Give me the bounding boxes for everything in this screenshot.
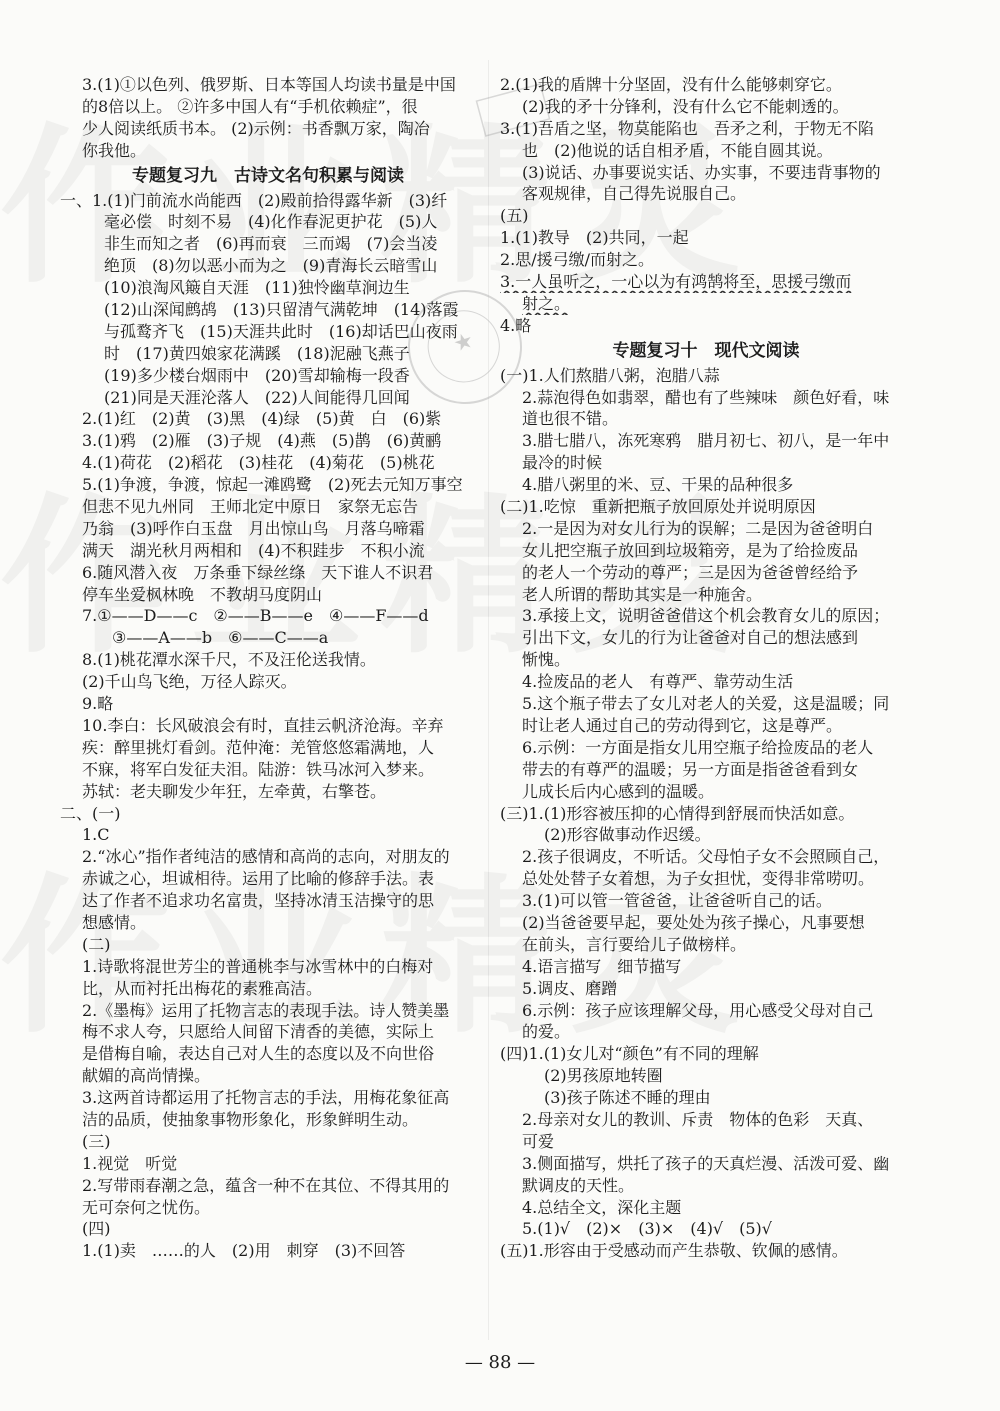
answer-line: (12)山深闻鹧鸪 (13)只留清气满乾坤 (14)落霞 bbox=[104, 300, 459, 320]
answer-line: (二)1.吃惊 重新把瓶子放回原处并说明原因 bbox=[500, 497, 816, 517]
answer-line: 非生而知之者 (6)再而衰 三而竭 (7)会当凌 bbox=[104, 234, 438, 254]
answer-line: 与孤鹜齐飞 (15)天涯共此时 (16)却话巴山夜雨 bbox=[104, 321, 458, 341]
answer-line: (3)孩子陈述不睡的理由 bbox=[544, 1088, 711, 1108]
answer-line: 2.思/援弓缴/而射之。 bbox=[500, 250, 655, 270]
section-heading: 专题复习十 现代文阅读 bbox=[612, 340, 800, 361]
answer-line: 3.侧面描写，烘托了孩子的天真烂漫、活泼可爱、幽 bbox=[522, 1153, 890, 1173]
answer-line: 8.(1)桃花潭水深千尺，不及汪伦送我情。 bbox=[82, 650, 376, 670]
answer-line: 1.(1)教导 (2)共同，一起 bbox=[500, 228, 689, 248]
answer-line: ③——A——b ⑥——C——a bbox=[112, 628, 329, 648]
answer-line: 2.蒜泡得色如翡翠，醋也有了些辣味 颜色好看，味 bbox=[522, 387, 890, 407]
answer-line: 比，从而衬托出梅花的素雅高洁。 bbox=[82, 978, 323, 998]
answer-line: 洁的品质，使抽象事物形象化，形象鲜明生动。 bbox=[82, 1109, 419, 1129]
answer-line: 5.(1)√ (2)× (3)× (4)√ (5)√ bbox=[522, 1219, 772, 1239]
answer-line: 1.(1)卖 ……的人 (2)用 刺穿 (3)不回答 bbox=[82, 1241, 406, 1261]
answer-line: 儿成长后内心感到的温暖。 bbox=[522, 781, 715, 801]
answer-line: 2.一是因为对女儿行为的误解；二是因为爸爸明白 bbox=[522, 518, 874, 538]
answer-line: 5.调皮、磨蹭 bbox=[522, 978, 618, 998]
answer-line: 想感情。 bbox=[82, 912, 147, 932]
answer-line: 4.略 bbox=[500, 315, 532, 335]
answer-line: 2.(1)红 (2)黄 (3)黑 (4)绿 (5)黄 白 (6)紫 bbox=[82, 409, 442, 429]
answer-line: (五) bbox=[500, 206, 529, 226]
answer-line: 也 (2)他说的话自相矛盾，不能自圆其说。 bbox=[522, 140, 833, 160]
answer-line: 绝顶 (8)勿以恶小而为之 (9)青海长云暗雪山 bbox=[104, 256, 438, 276]
answer-line: (2)我的矛十分锋利，没有什么它不能刺透的。 bbox=[522, 96, 849, 116]
answer-line: (二) bbox=[82, 934, 111, 954]
answer-line: 无可奈何之忧伤。 bbox=[82, 1197, 211, 1217]
page-number: — 88 — bbox=[464, 1352, 536, 1373]
answer-line: 老人所谓的帮助其实是一种施舍。 bbox=[522, 584, 763, 604]
answer-line: 3.这两首诗都运用了托物言志的手法，用梅花象征高 bbox=[82, 1088, 450, 1108]
answer-line: 时 (17)黄四娘家花满蹊 (18)泥融飞燕子 bbox=[104, 343, 410, 363]
answer-line: 默调皮的天性。 bbox=[522, 1175, 635, 1195]
answer-line: (2)当爸爸要早起，要处处为孩子操心，凡事要想 bbox=[522, 912, 865, 932]
answer-line: 9.略 bbox=[82, 694, 114, 714]
answer-line: 6.随风潜入夜 万条垂下绿丝绦 天下谁人不识君 bbox=[82, 562, 434, 582]
answer-line: 引出下文，女儿的行为让爸爸对自己的想法感到 bbox=[522, 628, 859, 648]
answer-line: 总处处替子女着想，为子女担忧，变得非常唠叨。 bbox=[522, 869, 875, 889]
answer-line: (2)形容做事动作迟缓。 bbox=[544, 825, 711, 845]
answer-line: 射之。 bbox=[522, 293, 571, 313]
answer-line: 梅不求人夸，只愿给人间留下清香的美德，实际上 bbox=[82, 1022, 435, 1042]
answer-line: 3.承接上文，说明爸爸借这个机会教育女儿的原因； bbox=[522, 606, 890, 626]
answer-line: 3.腊七腊八，冻死寒鸦 腊月初七、初八，是一年中 bbox=[522, 431, 890, 451]
answer-line: 2.《墨梅》运用了托物言志的表现手法。诗人赞美墨 bbox=[82, 1000, 450, 1020]
answer-line: (3)说话、办事要说实话、办实事，不要违背事物的 bbox=[522, 162, 881, 182]
answer-line: 苏轼：老夫聊发少年狂，左牵黄，右擎苍。 bbox=[82, 781, 387, 801]
answer-line: 3.(1)吾盾之坚，物莫能陷也 吾矛之利，于物无不陷 bbox=[500, 118, 874, 138]
answer-line: (19)多少楼台烟雨中 (20)雪却输梅一段香 bbox=[104, 365, 410, 385]
answer-line: 的爱。 bbox=[522, 1022, 571, 1042]
answer-line: (2)千山鸟飞绝，万径人踪灭。 bbox=[82, 672, 297, 692]
answer-line: 二、(一) bbox=[60, 803, 121, 823]
answer-line: (四)1.(1)女儿对“颜色”有不同的理解 bbox=[500, 1044, 759, 1064]
answer-line: 疾：醉里挑灯看剑。范仲淹：羌管悠悠霜满地，人 bbox=[82, 737, 435, 757]
answer-line: 1.视觉 听觉 bbox=[82, 1153, 178, 1173]
answer-line: 一、1.(1)门前流水尚能西 (2)殿前拾得露华新 (3)纤 bbox=[60, 190, 448, 210]
answer-line: 4.捡废品的老人 有尊严、靠劳动生活 bbox=[522, 672, 794, 692]
answer-line: 但悲不见九州同 王师北定中原日 家祭无忘告 bbox=[82, 497, 419, 517]
answer-line: 在前头，言行要给儿子做榜样。 bbox=[522, 934, 747, 954]
answer-line: 6.示例：一方面是指女儿用空瓶子给捡废品的老人 bbox=[522, 737, 874, 757]
answer-line: (三)1.(1)形容被压抑的心情得到舒展而快活如意。 bbox=[500, 803, 855, 823]
answer-line: 少人阅读纸质书本。 (2)示例：书香飘万家，陶冶 bbox=[82, 118, 430, 138]
answer-line: (2)男孩原地转圈 bbox=[544, 1066, 663, 1086]
answer-line: (一)1.人们熬腊八粥，泡腊八蒜 bbox=[500, 365, 720, 385]
answer-line: 可爱 bbox=[522, 1131, 555, 1151]
answer-line: 7.①——D——c ②——B——e ④——F——d bbox=[82, 606, 429, 626]
right-answer-column bbox=[500, 74, 912, 1262]
answer-line: 惭愧。 bbox=[522, 650, 571, 670]
answer-line: 是借梅自喻，表达自己对人生的态度以及不向世俗 bbox=[82, 1044, 435, 1064]
answer-line: 时让老人通过自己的劳动得到它，这是尊严。 bbox=[522, 715, 843, 735]
answer-line: 女儿把空瓶子放回到垃圾箱旁，是为了给捡废品 bbox=[522, 540, 859, 560]
answer-line: 献媚的高尚情操。 bbox=[82, 1066, 211, 1086]
answer-line: 赤诚之心，坦诚相待。运用了比喻的修辞手法。表 bbox=[82, 869, 435, 889]
page-fold-line bbox=[488, 60, 489, 1340]
answer-line: (21)同是天涯沦落人 (22)人间能得几回闻 bbox=[104, 387, 410, 407]
answer-line: 不寐，将军白发征夫泪。陆游：铁马冰河入梦来。 bbox=[82, 759, 435, 779]
answer-line: 2.“冰心”指作者纯洁的感情和高尚的志向，对朋友的 bbox=[82, 847, 450, 867]
answer-line: 3.一人虽听之，一心以为有鸿鹄将至，思援弓缴而 bbox=[500, 272, 852, 292]
answer-line: 3.(1)鸦 (2)雁 (3)子规 (4)燕 (5)鹊 (6)黄鹂 bbox=[82, 431, 442, 451]
answer-line: 的老人一个劳动的尊严；三是因为爸爸曾经给予 bbox=[522, 562, 859, 582]
answer-line: 4.(1)荷花 (2)稻花 (3)桂花 (4)菊花 (5)桃花 bbox=[82, 453, 435, 473]
answer-line: 停车坐爱枫林晚 不教胡马度阴山 bbox=[82, 584, 323, 604]
answer-line: 带去的有尊严的温暖；另一方面是指爸爸看到女 bbox=[522, 759, 859, 779]
answer-line: 4.腊八粥里的米、豆、干果的品种很多 bbox=[522, 475, 794, 495]
answer-line: 5.(1)争渡，争渡，惊起一滩鸥鹭 (2)死去元知万事空 bbox=[82, 475, 463, 495]
answer-line: 4.语言描写 细节描写 bbox=[522, 956, 682, 976]
section-heading: 专题复习九 古诗文名句积累与阅读 bbox=[132, 165, 404, 186]
answer-line: (五)1.形容由于受感动而产生恭敬、钦佩的感情。 bbox=[500, 1241, 848, 1261]
answer-line: 2.写带雨春潮之急，蕴含一种不在其位、不得其用的 bbox=[82, 1175, 450, 1195]
answer-line: 3.(1)①以色列、俄罗斯、日本等国人均读书量是中国 bbox=[82, 75, 456, 94]
answer-line: 6.示例：孩子应该理解父母，用心感受父母对自己 bbox=[522, 1000, 874, 1020]
answer-line: (10)浪淘风簸自天涯 (11)独怜幽草涧边生 bbox=[104, 278, 410, 298]
left-answer-column bbox=[60, 74, 476, 1262]
answer-line: 满天 湖光秋月两相和 (4)不积跬步 不积小流 bbox=[82, 540, 425, 560]
answer-line: 2.孩子很调皮，不听话。父母怕子女不会照顾自己， bbox=[522, 847, 890, 867]
answer-line: 达了作者不追求功名富贵，坚持冰清玉洁操守的思 bbox=[82, 891, 435, 911]
answer-line: 1.C bbox=[82, 825, 110, 845]
answer-line: 的8倍以上。 ②许多中国人有“手机依赖症”，很 bbox=[82, 96, 418, 116]
seal-stamp: ★ bbox=[393, 275, 537, 419]
answer-line: 2.(1)我的盾牌十分坚固，没有什么能够刺穿它。 bbox=[500, 75, 842, 94]
answer-line: 4.总结全文，深化主题 bbox=[522, 1197, 682, 1217]
answer-line: 你我他。 bbox=[82, 140, 147, 160]
answer-line: 3.(1)可以管一管爸爸，让爸爸听自己的话。 bbox=[522, 891, 832, 911]
answer-line: 毫必偿 时刻不易 (4)化作春泥更护花 (5)人 bbox=[104, 212, 438, 232]
answer-line: 道也很不错。 bbox=[522, 409, 619, 429]
answer-line: 5.这个瓶子带去了女儿对老人的关爱，这是温暖；同 bbox=[522, 694, 890, 714]
answer-line: 10.李白：长风破浪会有时，直挂云帆济沧海。辛弃 bbox=[82, 715, 444, 735]
answer-line: (三) bbox=[82, 1131, 111, 1151]
answer-line: 乃翁 (3)呼作白玉盘 月出惊山鸟 月落乌啼霜 bbox=[82, 518, 425, 538]
answer-line: 客观规律，自己得先说服自己。 bbox=[522, 184, 747, 204]
answer-line: 1.诗歌将混世芳尘的普通桃李与冰雪林中的白梅对 bbox=[82, 956, 434, 976]
answer-line: (四) bbox=[82, 1219, 111, 1239]
answer-line: 最冷的时候 bbox=[522, 453, 603, 473]
answer-line: 2.母亲对女儿的教训、斥责 物体的色彩 天真、 bbox=[522, 1109, 874, 1129]
